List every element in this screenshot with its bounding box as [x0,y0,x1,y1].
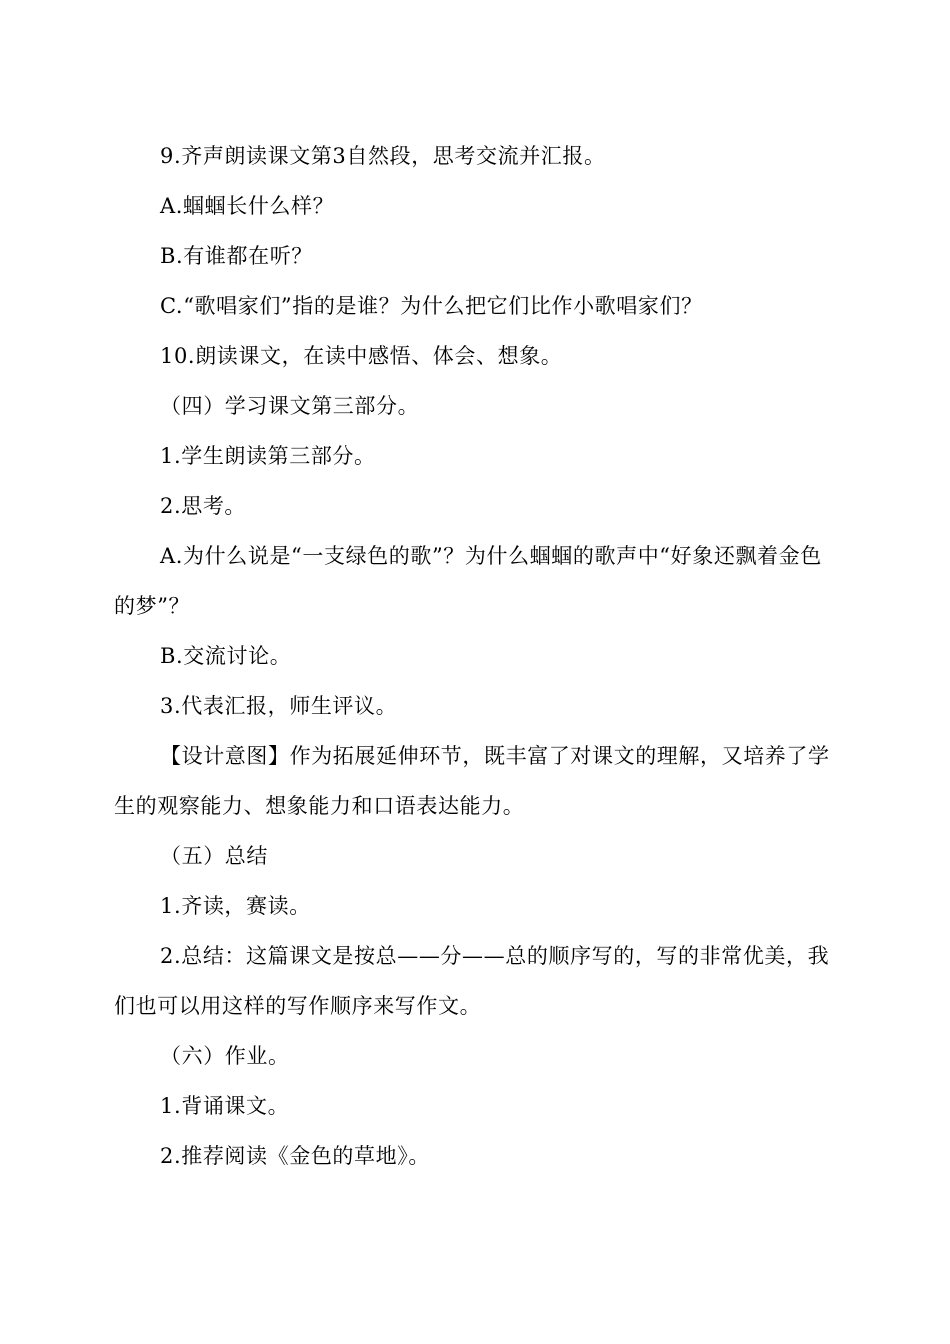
section-heading-6: （六）作业。 [160,1044,290,1068]
paragraph-question-a: A.蝈蝈长什么样？ [160,194,335,218]
paragraph-question-c: C.“歌唱家们”指的是谁？为什么把它们比作小歌唱家们？ [160,294,703,318]
paragraph-summary-2: 2.总结：这篇课文是按总——分——总的顺序写的，写的非常优美，我们也可以用这样的写作顺序来写作文。 [114,944,830,1018]
paragraph-homework-1: 1.背诵课文。 [160,1094,290,1118]
paragraph-step-1: 1.学生朗读第三部分。 [160,444,376,468]
paragraph-design-intent: 【设计意图】作为拓展延伸环节，既丰富了对课文的理解，又培养了学生的观察能力、想象能力和口语表达能力。 [114,744,830,818]
paragraph-9-reading: 9.齐声朗读课文第3自然段，思考交流并汇报。 [160,144,606,168]
section-heading-5: （五）总结 [160,844,268,868]
paragraph-think-a: A.为什么说是“一支绿色的歌”？为什么蝈蝈的歌声中“好象还飘着金色的梦”？ [114,544,822,618]
paragraph-question-b: B.有谁都在听？ [160,244,313,268]
paragraph-summary-1: 1.齐读，赛读。 [160,894,311,918]
paragraph-homework-2: 2.推荐阅读《金色的草地》。 [160,1144,430,1168]
paragraph-think-b: B.交流讨论。 [160,644,292,668]
paragraph-step-2: 2.思考。 [160,494,247,518]
paragraph-10-reading: 10.朗读课文，在读中感悟、体会、想象。 [160,344,563,368]
section-heading-4: （四）学习课文第三部分。 [160,394,420,418]
paragraph-step-3: 3.代表汇报，师生评议。 [160,694,398,718]
document-body [114,131,830,1181]
